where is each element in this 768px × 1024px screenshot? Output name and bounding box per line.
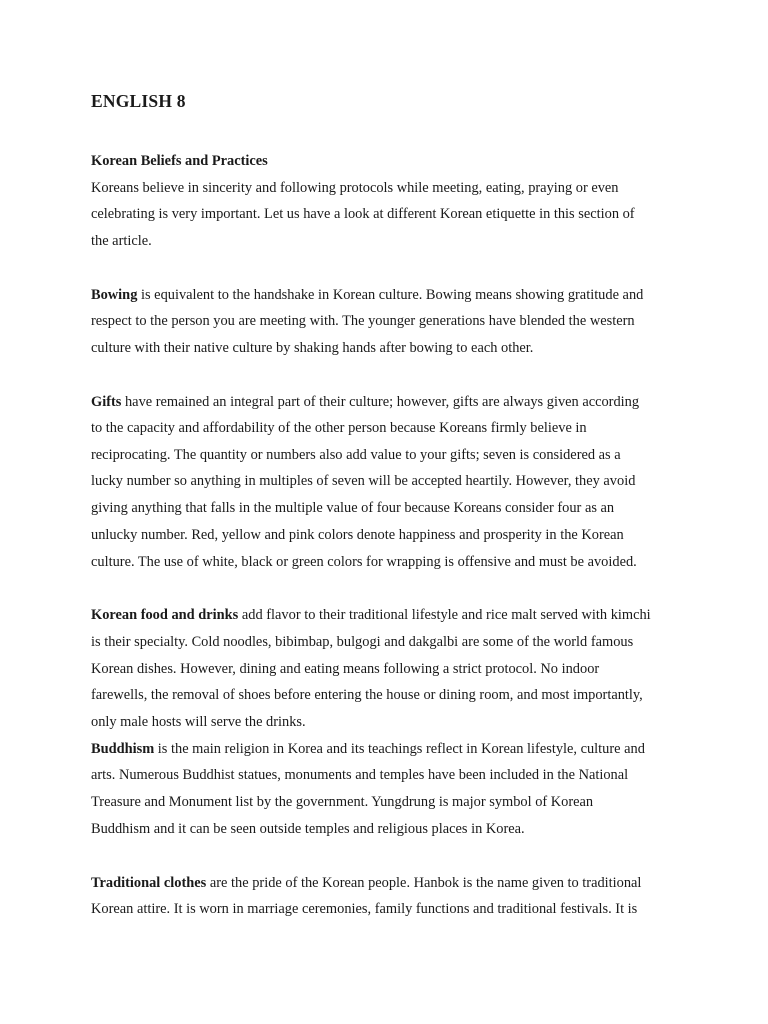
gifts-line: to the capacity and affordability of the other person because Koreans firmly believe in (91, 420, 587, 436)
food-line: Korean food and drinks add flavor to their traditional lifestyle and rice malt served with kimchi (91, 607, 651, 623)
buddhism-line: arts. Numerous Buddhist statues, monuments and temples have been included in the National (91, 767, 629, 783)
gifts-line: culture. The use of white, black or green colors for wrapping is offensive and must be avoided. (91, 554, 637, 570)
intro-line: the article. (91, 233, 152, 249)
gifts-line: Gifts have remained an integral part of their culture; however, gifts are always given according (91, 394, 640, 410)
gifts-line: giving anything that falls in the multiple value of four because Koreans consider four as an (91, 500, 615, 516)
clothes-line: Korean attire. It is worn in marriage ceremonies, family functions and traditional festivals. It is (91, 901, 638, 917)
gifts-line: lucky number so anything in multiples of seven will be accepted heartily. However, they avoid (91, 473, 636, 489)
food-line: farewells, the removal of shoes before entering the house or dining room, and most importantly, (91, 687, 643, 703)
buddhism-line: Treasure and Monument list by the government. Yungdrung is major symbol of Korean (91, 794, 594, 810)
food-term: Korean food and drinks (91, 607, 239, 623)
bowing-line: culture with their native culture by shaking hands after bowing to each other. (91, 340, 534, 356)
food-line: is their specialty. Cold noodles, bibimbap, bulgogi and dakgalbi are some of the world famous (91, 634, 634, 650)
bowing-term: Bowing (91, 287, 138, 303)
section-heading: Korean Beliefs and Practices (91, 153, 268, 169)
clothes-term: Traditional clothes (91, 875, 207, 891)
bowing-line: respect to the person you are meeting with. The younger generations have blended the western (91, 313, 635, 329)
buddhism-term: Buddhism (91, 741, 155, 757)
gifts-line: reciprocating. The quantity or numbers also add value to your gifts; seven is considered as a (91, 447, 621, 463)
buddhism-line: Buddhism and it can be seen outside temples and religious places in Korea. (91, 821, 525, 837)
food-line: Korean dishes. However, dining and eating means following a strict protocol. No indoor (91, 661, 600, 677)
bowing-line: Bowing is equivalent to the handshake in Korean culture. Bowing means showing gratitude and (91, 287, 644, 303)
intro-line: Koreans believe in sincerity and following protocols while meeting, eating, praying or even (91, 180, 619, 196)
clothes-line: Traditional clothes are the pride of the Korean people. Hanbok is the name given to traditional (91, 875, 642, 891)
gifts-line: unlucky number. Red, yellow and pink colors denote happiness and prosperity in the Korean (91, 527, 624, 543)
document-title: ENGLISH 8 (91, 91, 186, 111)
buddhism-line: Buddhism is the main religion in Korea and its teachings reflect in Korean lifestyle, culture and (91, 741, 645, 757)
intro-line: celebrating is very important. Let us have a look at different Korean etiquette in this section of (91, 206, 635, 222)
gifts-term: Gifts (91, 394, 122, 410)
food-line: only male hosts will serve the drinks. (91, 714, 306, 730)
